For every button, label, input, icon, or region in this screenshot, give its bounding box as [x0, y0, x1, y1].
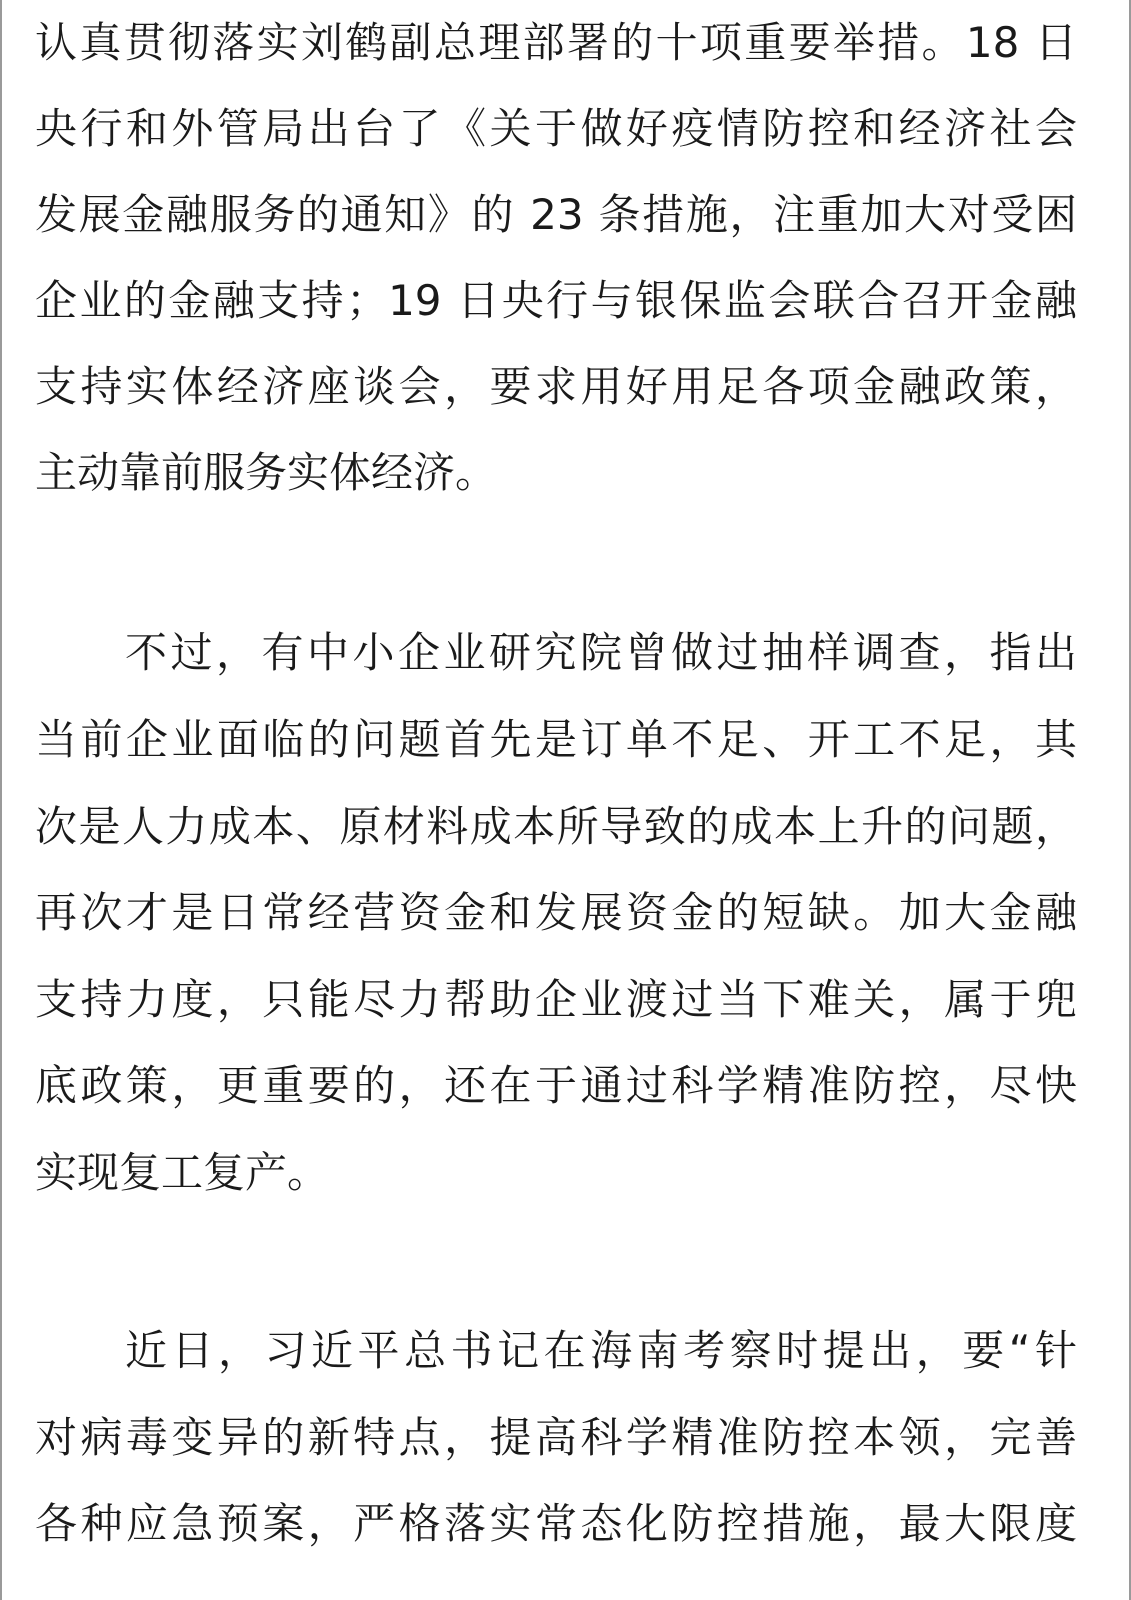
paragraph-2-line-2: 当前企业面临的问题首先是订单不足、开工不足，其	[35, 715, 1077, 764]
paragraph-2-line-3: 次是人力成本、原材料成本所导致的成本上升的问题，	[35, 802, 1077, 851]
paragraph-1-line-6: 主动靠前服务实体经济。	[35, 448, 498, 497]
paragraph-1-line-5: 支持实体经济座谈会，要求用好用足各项金融政策，	[35, 362, 1077, 411]
paragraph-3-line-3: 各种应急预案，严格落实常态化防控措施，最大限度	[35, 1499, 1077, 1548]
paragraph-1-line-2: 央行和外管局出台了《关于做好疫情防控和经济社会	[35, 104, 1077, 153]
paragraph-2-line-7: 实现复工复产。	[35, 1148, 330, 1197]
paragraph-2-line-6: 底政策，更重要的，还在于通过科学精准防控，尽快	[35, 1061, 1077, 1110]
paragraph-2-line-5: 支持力度，只能尽力帮助企业渡过当下难关，属于兜	[35, 975, 1077, 1024]
paragraph-2-line-1: 不过，有中小企业研究院曾做过抽样调查，指出	[125, 628, 1077, 677]
paragraph-1-line-3: 发展金融服务的通知》的 23 条措施，注重加大对受困	[35, 190, 1077, 239]
paragraph-3-line-1: 近日，习近平总书记在海南考察时提出，要“针	[125, 1326, 1077, 1375]
paragraph-3-line-2: 对病毒变异的新特点，提高科学精准防控本领，完善	[35, 1413, 1077, 1462]
paragraph-2-line-4: 再次才是日常经营资金和发展资金的短缺。加大金融	[35, 888, 1077, 937]
paragraph-1-line-1: 认真贯彻落实刘鹤副总理部署的十项重要举措。18 日	[35, 18, 1077, 67]
paragraph-1-line-4: 企业的金融支持；19 日央行与银保监会联合召开金融	[35, 276, 1077, 325]
